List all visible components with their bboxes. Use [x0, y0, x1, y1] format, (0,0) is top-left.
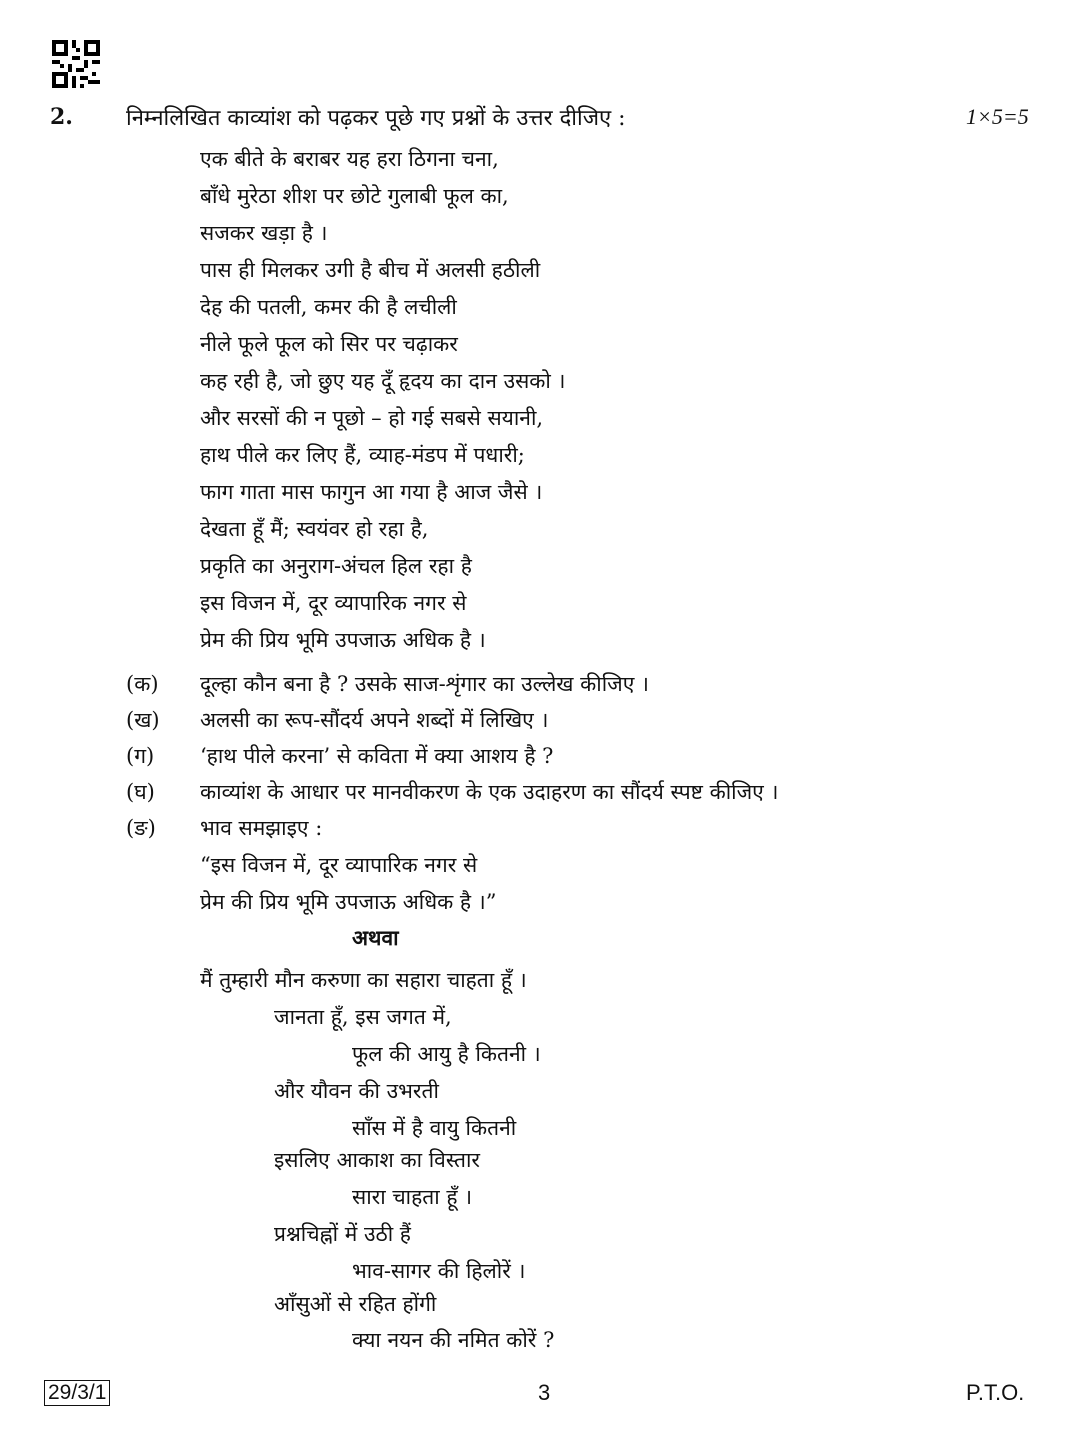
poem-line: फाग गाता मास फागुन आ गया है आज जैसे । — [200, 480, 543, 504]
poem-line: और सरसों की न पूछो – हो गई सबसे सयानी, — [200, 406, 544, 430]
paper-code: 29/3/1 — [44, 1380, 110, 1406]
subquestion-label: (घ) — [126, 780, 155, 804]
athva-heading: अथवा — [352, 925, 399, 950]
subquestion-text: अलसी का रूप-सौंदर्य अपने शब्दों में लिखिए । — [200, 708, 549, 732]
question-marks: 1×5=5 — [966, 104, 1029, 129]
quote-line: “इस विजन में, दूर व्यापारिक नगर से — [200, 853, 478, 877]
subquestion-label: (ग) — [126, 744, 155, 768]
question-instruction: निम्नलिखित काव्यांश को पढ़कर पूछे गए प्रश्नों के उत्तर दीजिए : — [126, 106, 626, 131]
poem-line: कह रही है, जो छुए यह दूँ हृदय का दान उसको । — [200, 369, 566, 393]
poem-line: नीले फूले फूल को सिर पर चढ़ाकर — [200, 332, 458, 356]
poem-line: सजकर खड़ा है । — [200, 221, 328, 245]
poem-line: देखता हूँ मैं; स्वयंवर हो रहा है, — [200, 517, 429, 541]
poem-line: देह की पतली, कमर की है लचीली — [200, 295, 457, 319]
poem2-opening: मैं तुम्हारी मौन करुणा का सहारा चाहता हूँ । — [200, 968, 527, 992]
poem-line: पास ही मिलकर उगी है बीच में अलसी हठीली — [200, 258, 541, 282]
poem2-line: इसलिए आकाश का विस्तार — [274, 1148, 480, 1172]
subquestion-text: भाव समझाइए : — [200, 816, 323, 840]
qr-code-icon — [52, 40, 100, 88]
subquestion-text: दूल्हा कौन बना है ? उसके साज-शृंगार का उल्लेख कीजिए । — [200, 672, 649, 696]
poem-line: प्रकृति का अनुराग-अंचल हिल रहा है — [200, 554, 472, 578]
poem2-line: और यौवन की उभरती — [274, 1079, 439, 1103]
poem2-line: क्या नयन की नमित कोरें ? — [352, 1328, 555, 1352]
poem-line: बाँधे मुरेठा शीश पर छोटे गुलाबी फूल का, — [200, 184, 509, 208]
poem-line: प्रेम की प्रिय भूमि उपजाऊ अधिक है । — [200, 628, 486, 652]
subquestion-text: ‘हाथ पीले करना’ से कविता में क्या आशय है ? — [200, 744, 554, 768]
subquestion-label: (क) — [126, 672, 159, 696]
poem-line: हाथ पीले कर लिए हैं, व्याह-मंडप में पधारी; — [200, 443, 525, 467]
poem2-line: आँसुओं से रहित होंगी — [274, 1292, 437, 1316]
poem2-line: फूल की आयु है कितनी । — [352, 1042, 541, 1066]
question-number: 2. — [50, 104, 73, 130]
subquestion-label: (ख) — [126, 708, 160, 732]
poem-line: एक बीते के बराबर यह हरा ठिगना चना, — [200, 147, 499, 171]
poem2-line: प्रश्नचिह्नों में उठी हैं — [274, 1222, 411, 1246]
quote-line: प्रेम की प्रिय भूमि उपजाऊ अधिक है ।” — [200, 890, 497, 914]
poem2-line: जानता हूँ, इस जगत में, — [274, 1005, 452, 1029]
poem-line: इस विजन में, दूर व्यापारिक नगर से — [200, 591, 467, 615]
subquestion-label: (ङ) — [126, 816, 156, 840]
subquestion-text: काव्यांश के आधार पर मानवीकरण के एक उदाहरण का सौंदर्य स्पष्ट कीजिए । — [200, 780, 779, 804]
poem2-line: सारा चाहता हूँ । — [352, 1185, 473, 1209]
page-number: 3 — [538, 1380, 551, 1405]
poem2-line: साँस में है वायु कितनी — [352, 1116, 517, 1140]
poem2-line: भाव-सागर की हिलोरें । — [352, 1259, 526, 1283]
pto-label: P.T.O. — [966, 1380, 1025, 1405]
